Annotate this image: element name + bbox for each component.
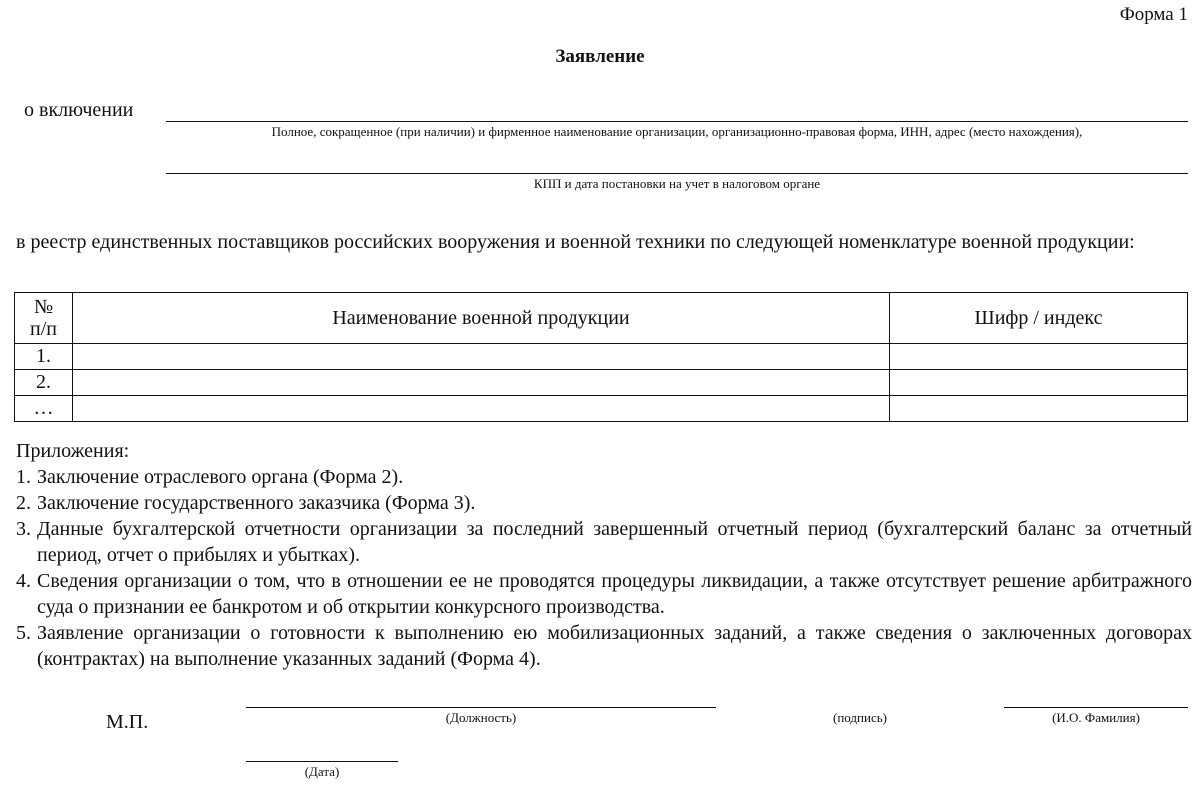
row-product-name xyxy=(73,396,890,422)
table-row xyxy=(15,396,1188,422)
list-item xyxy=(16,620,1192,672)
row-product-name xyxy=(73,344,890,370)
list-item xyxy=(16,464,1192,490)
position-line xyxy=(246,707,716,708)
header-number-abbr: п/п xyxy=(30,318,57,340)
attachment-number: 3. xyxy=(16,518,31,540)
table-row xyxy=(15,344,1188,370)
table-row xyxy=(15,370,1188,396)
position-caption: (Должность) xyxy=(445,710,517,725)
document-title: Заявление xyxy=(555,46,645,67)
attachments-list xyxy=(16,464,1192,672)
military-products-table xyxy=(14,292,1188,422)
row-number: … xyxy=(15,396,73,422)
form-number-label: Форма 1 xyxy=(1119,4,1188,25)
date-line xyxy=(246,761,398,762)
name-caption: (И.О. Фамилия) xyxy=(1052,710,1140,725)
seal-label: М.П. xyxy=(106,711,149,733)
list-item xyxy=(16,516,1192,568)
attachment-text: Заключение отраслевого органа (Форма 2). xyxy=(37,466,404,488)
attachments-heading: Приложения: xyxy=(16,440,130,462)
attachment-number: 1. xyxy=(16,466,31,488)
row-code-index xyxy=(890,396,1188,422)
row-product-name xyxy=(73,370,890,396)
attachment-text: Сведения организации о том, что в отношении ее не проводятся процедуры ликвидации, а также отсутствует решение арбитражного суда о признании ее банкротом и об открытии конкурсного производства. xyxy=(37,570,1192,618)
name-line xyxy=(1004,707,1188,708)
tax-registration-line xyxy=(166,173,1188,174)
header-product-name: Наименование военной продукции xyxy=(73,293,890,344)
list-item xyxy=(16,568,1192,620)
header-code-index: Шифр / индекс xyxy=(890,293,1188,344)
header-number xyxy=(15,293,73,344)
tax-registration-caption: КПП и дата постановки на учет в налоговом органе xyxy=(533,176,821,191)
attachment-text: Данные бухгалтерской отчетности организации за последний завершенный отчетный период (бухгалтерский баланс за отчетный период, отчет о прибылях и убытках). xyxy=(37,518,1192,566)
header-number-symbol: № xyxy=(33,296,54,318)
signature-caption: (подпись) xyxy=(833,710,887,725)
list-item xyxy=(16,490,1192,516)
row-code-index xyxy=(890,344,1188,370)
attachment-text: Заявление организации о готовности к выполнению ею мобилизационных заданий, а также сведения о заключенных договорах (контрактах) на выполнение указанных заданий (Форма 4). xyxy=(37,622,1192,670)
attachment-number: 2. xyxy=(16,492,31,514)
organization-name-line xyxy=(166,121,1188,122)
attachment-number: 4. xyxy=(16,570,31,592)
attachments-section xyxy=(16,438,1192,672)
inclusion-label: о включении xyxy=(24,99,134,121)
date-caption: (Дата) xyxy=(304,764,340,779)
attachment-number: 5. xyxy=(16,622,31,644)
row-number: 2. xyxy=(15,370,73,396)
row-code-index xyxy=(890,370,1188,396)
intro-paragraph: в реестр единственных поставщиков российских вооружения и военной техники по следующей номенклатуре военной продукции: xyxy=(16,231,1135,253)
table-header-row xyxy=(15,293,1188,344)
attachment-text: Заключение государственного заказчика (Форма 3). xyxy=(37,492,476,514)
organization-name-caption: Полное, сокращенное (при наличии) и фирменное наименование организации, организационно-правовая форма, ИНН, адрес (место нахождения), xyxy=(271,124,1083,139)
row-number: 1. xyxy=(15,344,73,370)
